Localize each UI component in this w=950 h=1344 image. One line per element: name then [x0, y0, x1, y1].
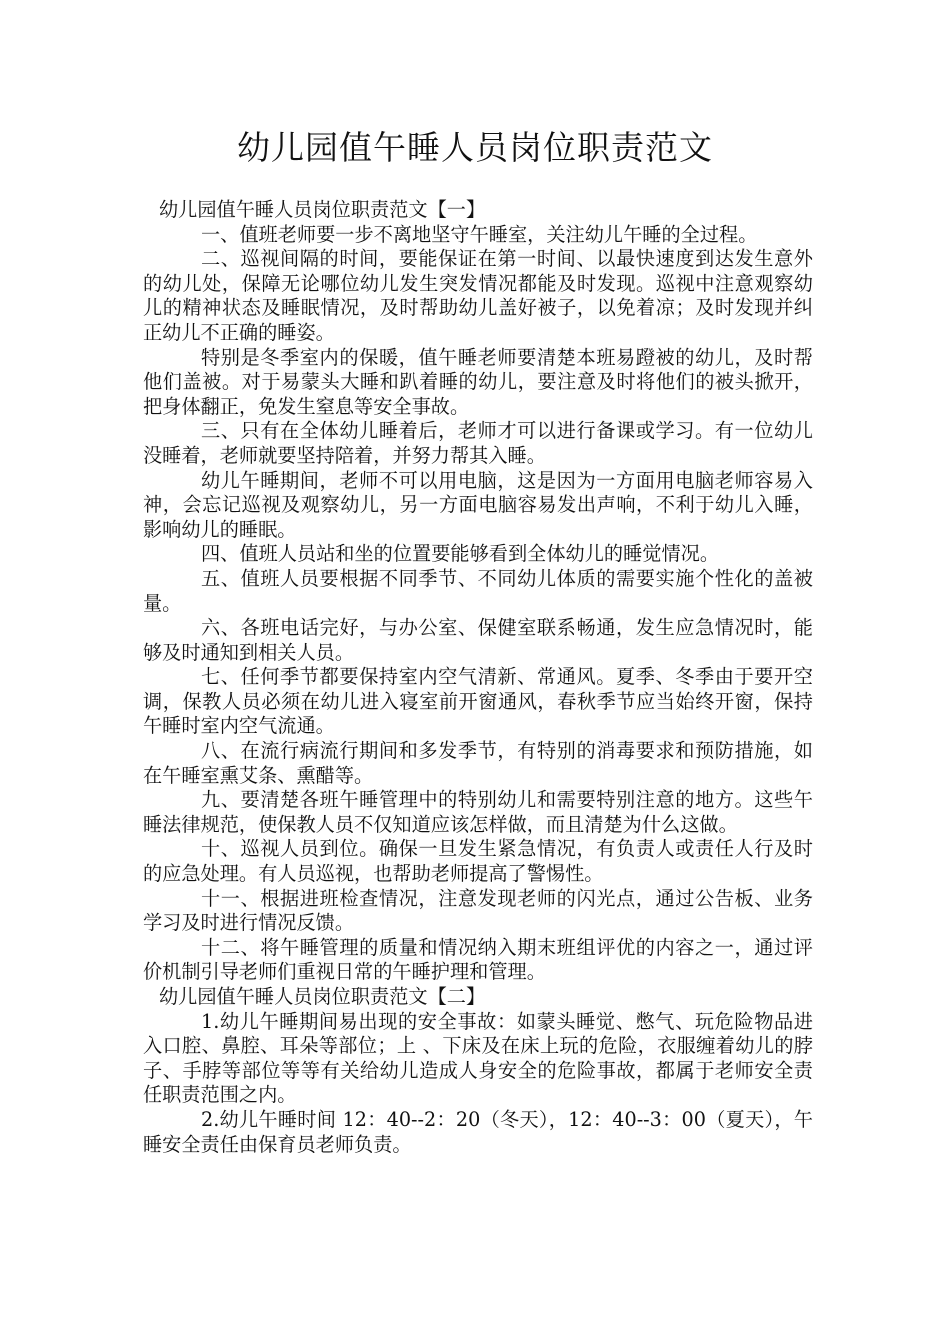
paragraph: 八、在流行病流行期间和多发季节，有特别的消毒要求和预防措施，如在午睡室熏艾条、熏醋等。 [143, 739, 813, 787]
paragraph: 一、值班老师要一步不离地坚守午睡室，关注幼儿午睡的全过程。 [201, 222, 758, 246]
paragraph: 2.幼儿午睡时间 12：40--2：20（冬天），12：40--3：00（夏天），午睡安全责任由保育员老师负责。 [143, 1107, 813, 1156]
section-heading-two: 幼儿园值午睡人员岗位职责范文【二】 [159, 985, 486, 1008]
paragraph: 三、只有在全体幼儿睡着后，老师才可以进行备课或学习。有一位幼儿没睡着，老师就要坚持陪着，并努力帮其入睡。 [143, 419, 813, 467]
paragraph: 二、巡视间隔的时间，要能保证在第一时间、以最快速度到达发生意外的幼儿处，保障无论哪位幼儿发生突发情况都能及时发现。巡视中注意观察幼儿的精神状态及睡眠情况，及时帮助幼儿盖好被子，以免着凉；及时发现并纠正幼儿不正确的睡姿。 [143, 247, 813, 344]
paragraph: 十一、根据进班检查情况，注意发现老师的闪光点，通过公告板、业务学习及时进行情况反馈。 [143, 886, 813, 935]
paragraph: 六、各班电话完好，与办公室、保健室联系畅通，发生应急情况时，能够及时通知到相关人员。 [143, 616, 813, 664]
paragraph: 四、值班人员站和坐的位置要能够看到全体幼儿的睡觉情况。 [201, 542, 720, 566]
document-body [143, 198, 813, 1157]
paragraph: 1.幼儿午睡期间易出现的安全事故：如蒙头睡觉、憋气、玩危险物品进入口腔、鼻腔、耳朵等部位；上 、下床及在床上玩的危险，衣服缠着幼儿的脖子、手脖等部位等等有关给幼儿造成人身安全的危险事故，都属于老师安全责任职责范围之内。 [143, 1009, 813, 1107]
paragraph: 幼儿午睡期间，老师不可以用电脑，这是因为一方面用电脑老师容易入神，会忘记巡视及观察幼儿，另一方面电脑容易发出声响，不利于幼儿入睡，影响幼儿的睡眠。 [143, 468, 813, 541]
paragraph: 九、要清楚各班午睡管理中的特别幼儿和需要特别注意的地方。这些午睡法律规范，使保教人员不仅知道应该怎样做，而且清楚为什么这做。 [143, 788, 813, 836]
paragraph: 特别是冬季室内的保暖，值午睡老师要清楚本班易蹬被的幼儿，及时帮他们盖被。对于易蒙头大睡和趴着睡的幼儿，要注意及时将他们的被头掀开，把身体翻正，免发生窒息等安全事故。 [143, 345, 813, 418]
paragraph: 十、巡视人员到位。确保一旦发生紧急情况，有负责人或责任人行及时的应急处理。有人员巡视，也帮助老师提高了警惕性。 [143, 837, 813, 886]
section-heading-one: 幼儿园值午睡人员岗位职责范文【一】 [159, 198, 486, 221]
document-title: 幼儿园值午睡人员岗位职责范文 [237, 128, 713, 167]
paragraph: 十二、将午睡管理的质量和情况纳入期末班组评优的内容之一，通过评价机制引导老师们重视日常的午睡护理和管理。 [143, 935, 813, 984]
paragraph: 七、任何季节都要保持室内空气清新、常通风。夏季、冬季由于要开空调，保教人员必须在幼儿进入寝室前开窗通风，春秋季节应当始终开窗，保持午睡时室内空气流通。 [143, 665, 813, 738]
paragraph: 五、值班人员要根据不同季节、不同幼儿体质的需要实施个性化的盖被量。 [143, 566, 813, 615]
